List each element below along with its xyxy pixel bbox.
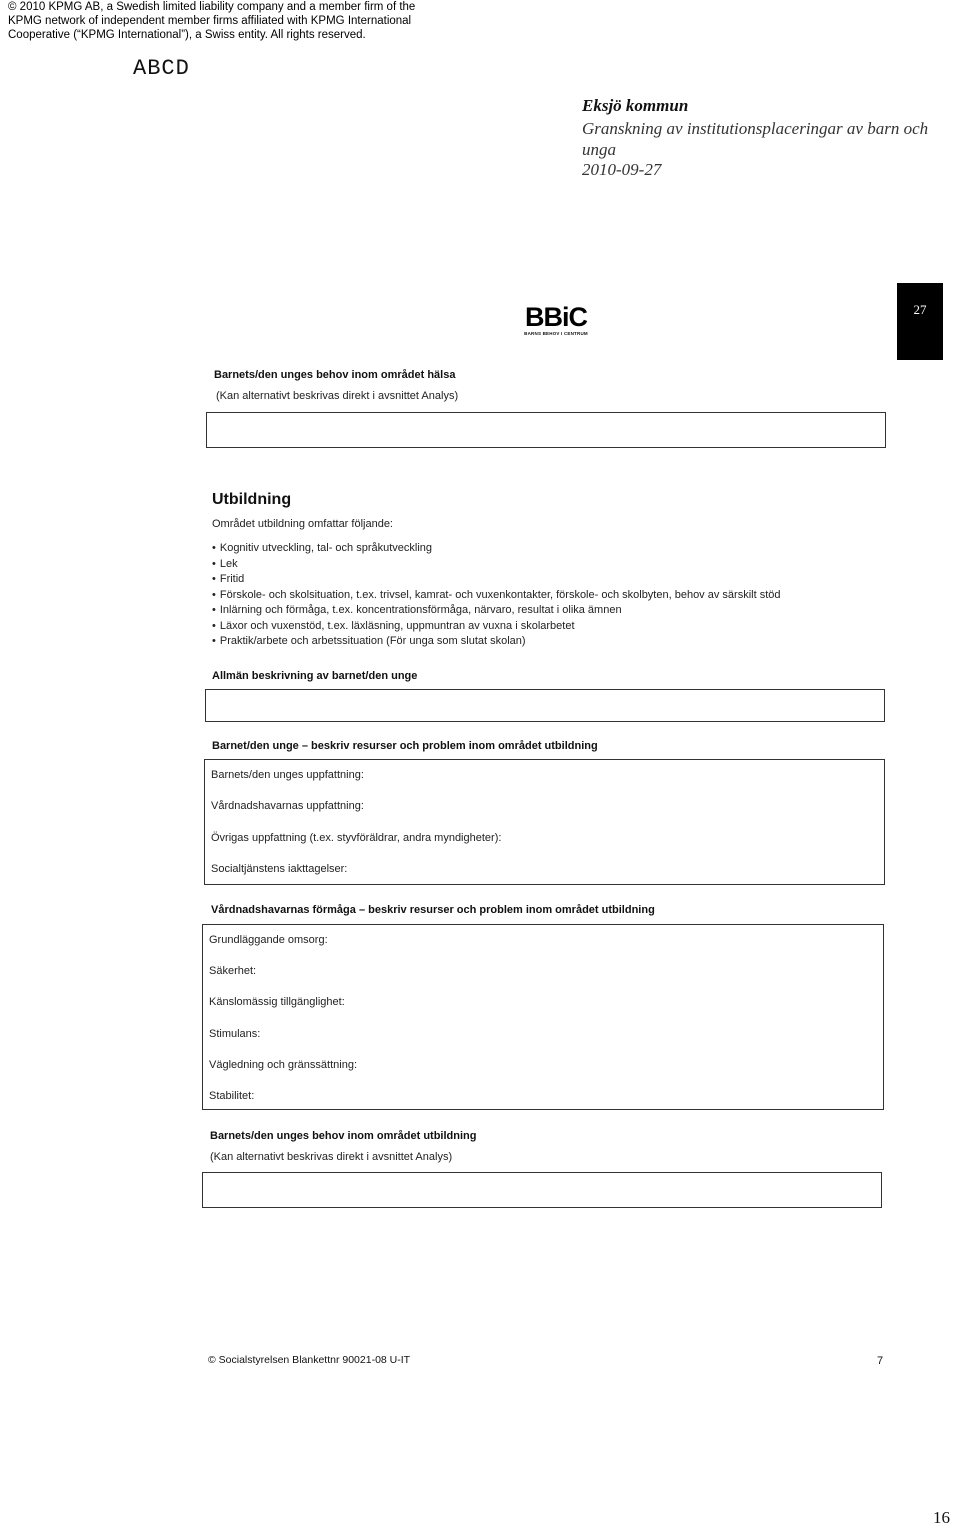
- list-item: • Kognitiv utveckling, tal- och språkutveckling: [212, 541, 781, 557]
- list-item: • Praktik/arbete och arbetssituation (För unga som slutat skolan): [212, 634, 781, 650]
- list-item: • Inlärning och förmåga, t.ex. koncentrationsförmåga, närvaro, resultat i olika ämnen: [212, 603, 781, 619]
- general-description-textbox[interactable]: [205, 689, 885, 722]
- general-description-heading: Allmän beskrivning av barnet/den unge: [212, 670, 418, 682]
- resources-heading: Barnet/den unge – beskriv resurser och problem inom området utbildning: [212, 740, 598, 752]
- guardians-row-safety[interactable]: Säkerhet:: [209, 965, 257, 977]
- bbic-logo: [516, 303, 596, 337]
- education-intro: Området utbildning omfattar följande:: [212, 518, 393, 530]
- guardians-row-basic-care[interactable]: Grundläggande omsorg:: [209, 934, 328, 946]
- guardians-ability-heading: Vårdnadshavarnas förmåga – beskriv resurser och problem inom området utbildning: [211, 904, 655, 916]
- bbic-logo-main: BBiC: [525, 302, 587, 332]
- guardians-row-guidance[interactable]: Vägledning och gränssättning:: [209, 1059, 357, 1071]
- education-needs-heading: Barnets/den unges behov inom området utbildning: [210, 1130, 477, 1142]
- bbic-logo-tagline: BARNS BEHOV I CENTRUM: [524, 331, 588, 336]
- report-title: Granskning av institutionsplaceringar av barn och unga: [582, 119, 929, 159]
- guardians-row-emotional-availability[interactable]: Känslomässig tillgänglighet:: [209, 996, 345, 1008]
- health-needs-note: (Kan alternativt beskrivas direkt i avsnittet Analys): [216, 390, 459, 402]
- form-footer-text: © Socialstyrelsen Blankettnr 90021-08 U-IT: [208, 1354, 411, 1366]
- brand-logo-text: ABCD: [133, 56, 190, 81]
- report-date: 2010-09-27: [582, 160, 662, 179]
- list-item: • Läxor och vuxenstöd, t.ex. läxläsning, uppmuntran av vuxna i skolarbetet: [212, 619, 781, 635]
- form-page-number: 7: [877, 1355, 884, 1367]
- guardians-ability-form-box: [202, 924, 884, 1110]
- copyright-line-1: © 2010 KPMG AB, a Swedish limited liability company and a member firm of the: [8, 1, 416, 13]
- list-item: • Fritid: [212, 572, 781, 588]
- resources-form-box: [204, 759, 885, 885]
- health-needs-textbox[interactable]: [206, 412, 886, 448]
- education-needs-textbox[interactable]: [202, 1172, 882, 1208]
- education-needs-note: (Kan alternativt beskrivas direkt i avsnittet Analys): [210, 1151, 453, 1163]
- guardians-row-stability[interactable]: Stabilitet:: [209, 1090, 255, 1102]
- resources-row-social-services[interactable]: Socialtjänstens iakttagelser:: [211, 863, 348, 875]
- resources-row-child[interactable]: Barnets/den unges uppfattning:: [211, 769, 364, 781]
- copyright-notice: [8, 0, 415, 42]
- page-marker-number: 27: [913, 302, 927, 317]
- list-item: • Lek: [212, 557, 781, 573]
- page-marker-box: [897, 283, 943, 360]
- education-topics-list: [212, 541, 781, 650]
- education-section-title: Utbildning: [212, 491, 292, 508]
- resources-row-guardians[interactable]: Vårdnadshavarnas uppfattning:: [211, 800, 364, 812]
- guardians-row-stimulation[interactable]: Stimulans:: [209, 1028, 261, 1040]
- resources-row-others[interactable]: Övrigas uppfattning (t.ex. styvföräldrar, andra myndigheter):: [211, 832, 502, 844]
- list-item: • Förskole- och skolsituation, t.ex. trivsel, kamrat- och vuxenkontakter, förskole- och skolbyten, behov av särskilt stöd: [212, 588, 781, 604]
- copyright-line-2: KPMG network of independent member firms affiliated with KPMG International: [8, 15, 412, 27]
- report-page-number: 16: [933, 1508, 950, 1527]
- copyright-line-3: Cooperative (“KPMG International”), a Swiss entity. All rights reserved.: [8, 29, 366, 41]
- health-needs-heading: Barnets/den unges behov inom området hälsa: [214, 369, 456, 381]
- report-organization: Eksjö kommun: [582, 96, 689, 115]
